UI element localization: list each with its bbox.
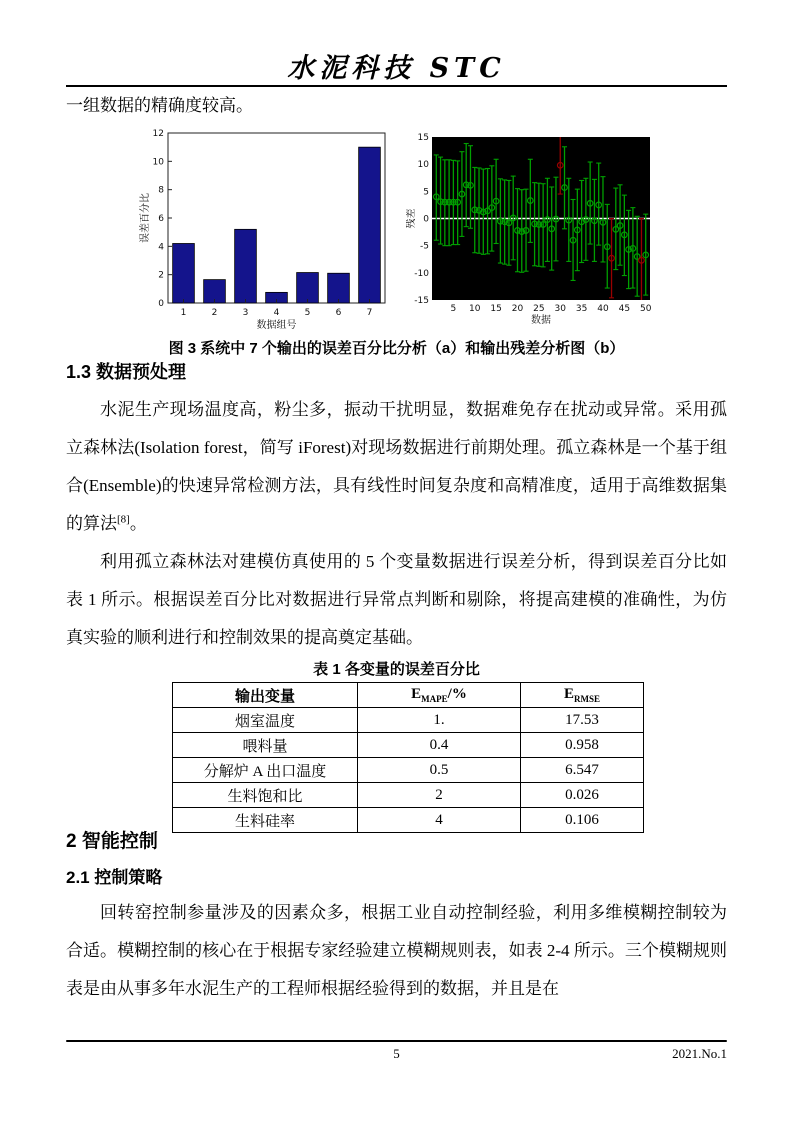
cell-ermse: 0.026 [521, 783, 644, 808]
variables-error-table [172, 682, 644, 833]
cell-ermse: 0.106 [521, 808, 644, 833]
svg-text:12: 12 [152, 129, 164, 139]
emape-suffix: /% [447, 686, 467, 702]
ermse-sub: RMSE [574, 694, 601, 704]
svg-text:5: 5 [304, 308, 311, 318]
svg-text:0: 0 [423, 214, 429, 225]
residual-errorbar-chart [406, 120, 740, 328]
paragraph-fuzzy-control: 回转窑控制参量涉及的因素众多，根据工业自动控制经验，利用多维模糊控制较为合适。模糊控制的核心在于根据专家经验建立模糊规则表，如表 2-4 所示。三个模糊规则表是由从事多年水泥生产的工程师根据经验得到的数据，并且是在 [66, 903, 727, 998]
svg-text:30: 30 [554, 304, 566, 314]
table-row [173, 733, 644, 758]
cell-ermse: 6.547 [521, 758, 644, 783]
svg-text:6: 6 [158, 214, 164, 224]
table-row [173, 783, 644, 808]
svg-text:3: 3 [242, 308, 249, 318]
cell-ermse: 0.958 [521, 733, 644, 758]
cell-emape: 0.4 [358, 733, 521, 758]
svg-text:10: 10 [469, 304, 481, 314]
figure-3 [0, 118, 793, 333]
journal-title: 水泥科技 STC [287, 53, 506, 84]
svg-text:0: 0 [158, 299, 164, 309]
ermse-base: E [563, 686, 574, 702]
cell-emape: 0.5 [358, 758, 521, 783]
svg-text:10: 10 [152, 157, 164, 168]
table-1-caption: 表 1 各变量的误差百分比 [313, 661, 480, 678]
svg-text:35: 35 [575, 304, 588, 314]
cell-variable: 烟室温度 [173, 708, 358, 733]
error-percentage-bar-chart [138, 124, 408, 336]
section-2-1-body [66, 894, 727, 1008]
svg-text:-5: -5 [420, 241, 429, 252]
paragraph-iforest-text: 水泥生产现场温度高，粉尘多，振动干扰明显，数据难免存在扰动或异常。采用孤立森林法(Isolation forest，简写 iForest)对现场数据进行前期处理。孤立森林是一个基于组合(Ensemble)的快速异常检测方法，具有线性时间复杂度和高精准度，适用于高维数据集的算法 [66, 400, 727, 533]
svg-text:6: 6 [335, 308, 342, 318]
citation-8: [8] [117, 513, 130, 526]
table-row [173, 708, 644, 733]
header-output-variable: 输出变量 [173, 683, 358, 708]
svg-text:20: 20 [511, 304, 524, 314]
svg-text:4: 4 [273, 308, 280, 318]
issue-number: 2021.No.1 [672, 1046, 727, 1061]
header-ermse [521, 683, 644, 708]
section-heading-1-3: 1.3 数据预处理 [66, 362, 187, 382]
cell-emape: 2 [358, 783, 521, 808]
header-rule [66, 85, 727, 87]
cell-emape: 4 [358, 808, 521, 833]
svg-text:残差: 残差 [406, 208, 417, 229]
section-heading-2: 2 智能控制 [66, 831, 158, 852]
cell-variable: 生料饱和比 [173, 783, 358, 808]
svg-text:25: 25 [533, 304, 545, 314]
figure-3-caption: 图 3 系统中 7 个输出的误差百分比分析（a）和输出残差分析图（b） [168, 340, 625, 357]
svg-text:2: 2 [211, 308, 218, 318]
section-heading-2-1: 2.1 控制策略 [66, 868, 163, 887]
svg-text:4: 4 [158, 242, 164, 253]
svg-text:5: 5 [423, 187, 429, 198]
cell-variable: 分解炉 A 出口温度 [173, 758, 358, 783]
section-1-3-body [66, 391, 727, 657]
svg-text:-15: -15 [414, 296, 429, 306]
svg-text:数据: 数据 [531, 315, 551, 326]
footer-rule [66, 1040, 727, 1042]
paragraph-iforest-period: 。 [129, 514, 147, 533]
svg-text:误差百分比: 误差百分比 [140, 193, 151, 243]
emape-sub: MAPE [421, 694, 448, 704]
page-number: 5 [393, 1046, 400, 1061]
cell-variable: 生料硅率 [173, 808, 358, 833]
table-row [173, 758, 644, 783]
svg-text:15: 15 [490, 304, 502, 314]
table-row [173, 808, 644, 833]
paragraph-error-analysis: 利用孤立森林法对建模仿真使用的 5 个变量数据进行误差分析，得到误差百分比如表 1 所示。根据误差百分比对数据进行异常点判断和剔除，将提高建模的准确性，为仿真实验的顺利进行和控制效果的提高奠定基础。 [66, 552, 727, 647]
cell-variable: 喂料量 [173, 733, 358, 758]
cell-emape: 1. [358, 708, 521, 733]
header-emape [358, 683, 521, 708]
intro-paragraph: 一组数据的精确度较高。 [66, 96, 253, 115]
svg-text:40: 40 [597, 304, 609, 314]
table-header-row [173, 683, 644, 708]
emape-base: E [411, 686, 422, 702]
svg-text:45: 45 [618, 304, 631, 314]
cell-ermse: 17.53 [521, 708, 644, 733]
svg-text:10: 10 [417, 160, 429, 171]
paragraph-iforest [66, 391, 727, 543]
svg-text:8: 8 [158, 185, 164, 196]
svg-text:数据组号: 数据组号 [256, 320, 297, 331]
svg-text:50: 50 [639, 304, 652, 314]
svg-text:7: 7 [366, 308, 373, 318]
svg-text:15: 15 [417, 133, 429, 143]
svg-text:5: 5 [450, 304, 457, 314]
svg-text:1: 1 [180, 308, 187, 318]
svg-text:-10: -10 [414, 268, 429, 279]
svg-text:2: 2 [158, 270, 164, 281]
